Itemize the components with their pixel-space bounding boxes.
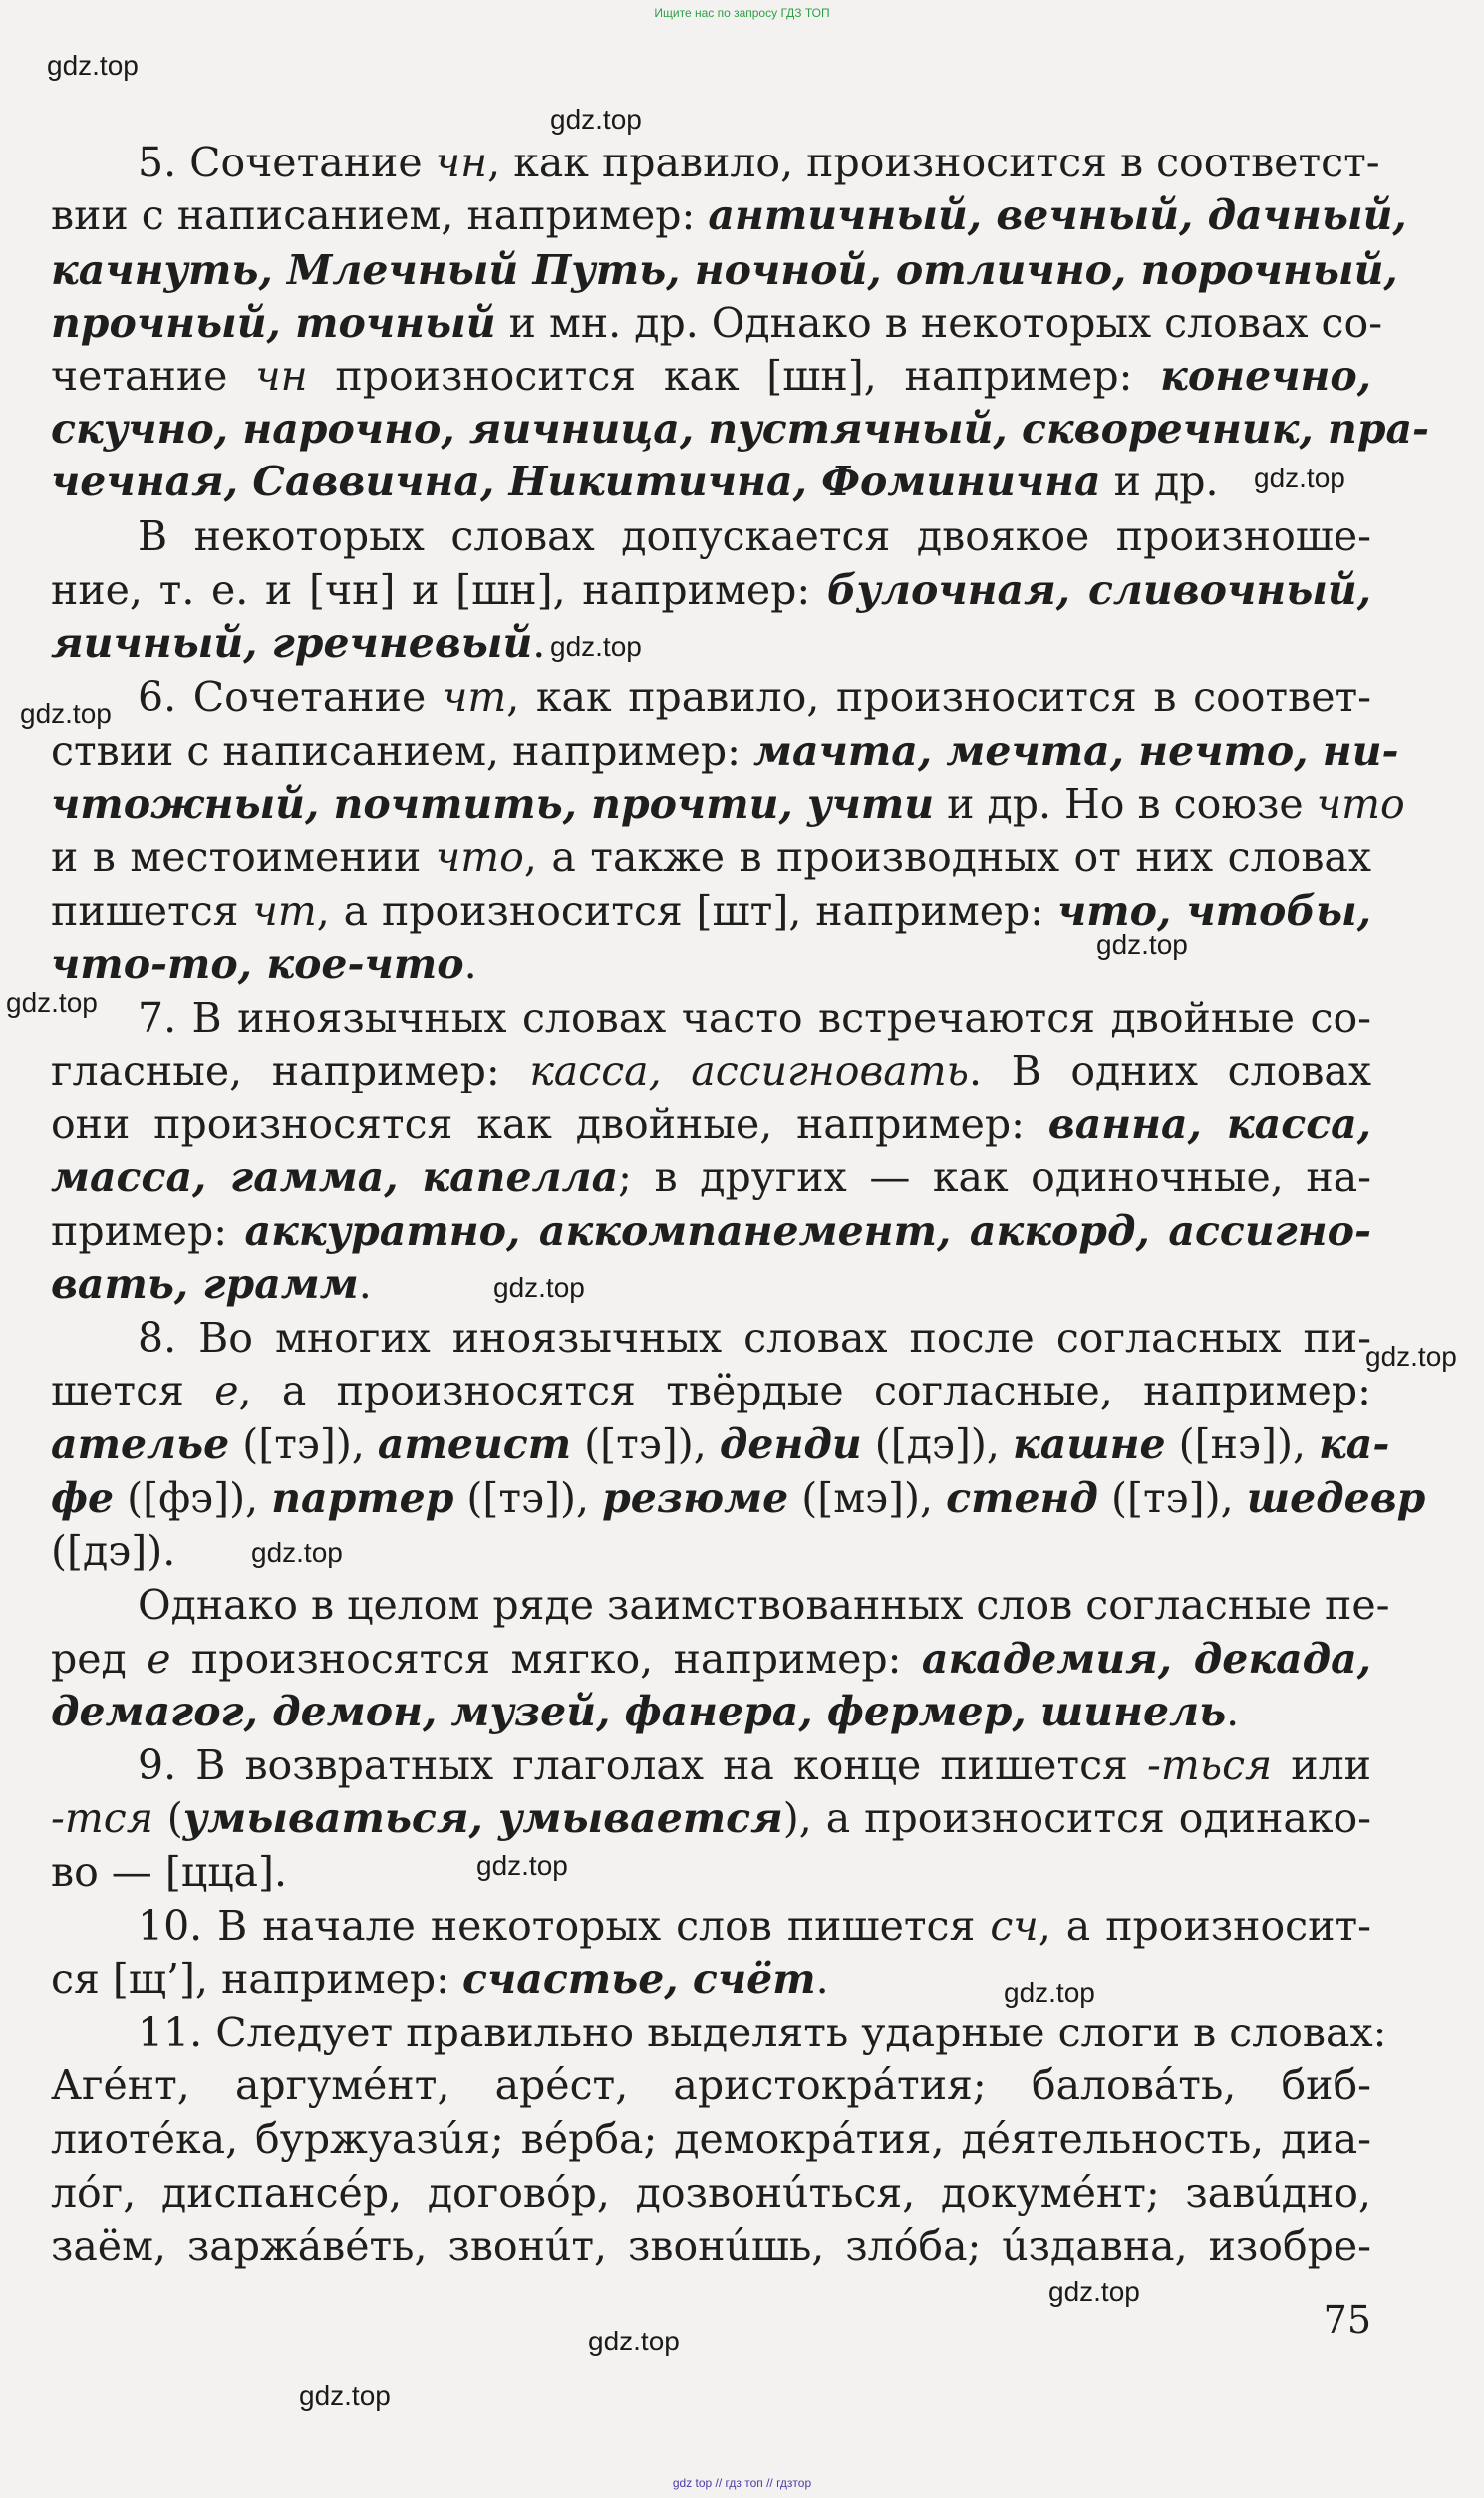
example-words: прочный, точный (51, 299, 496, 347)
text-segment: ), а произносится одинако- (782, 1794, 1371, 1842)
text-segment: лиотéка, буржуазúя; вéрба; демокрáтия, дéятельность, диа- (51, 2115, 1371, 2163)
text-segment: шется (51, 1367, 215, 1414)
text-segment: ([тэ]), (229, 1420, 378, 1468)
text-line (51, 1471, 1426, 1525)
text-segment: и др. (1100, 458, 1219, 505)
text-line (51, 1632, 1371, 1686)
watermark: gdz.top (1004, 1977, 1095, 2008)
text-segment: ([тэ]), (571, 1420, 720, 1468)
watermark: gdz.top (299, 2380, 391, 2411)
text-line (138, 1311, 1371, 1365)
italic-term: сч (990, 1902, 1039, 1950)
example-words: что-то, кое-что (51, 940, 464, 988)
example-words: скучно, нарочно, яичница, пустячный, скворечник, пра- (51, 405, 1430, 453)
watermark: gdz.top (251, 1537, 343, 1568)
example-words: партер (271, 1474, 454, 1522)
text-segment: . (532, 619, 546, 667)
example-words: булочная, сливочный, (826, 566, 1371, 614)
text-line (51, 1524, 1371, 1578)
text-line (51, 1364, 1371, 1417)
text-line (138, 509, 1371, 563)
text-segment: ся [щ’], например: (51, 1955, 462, 2003)
text-segment: ред (51, 1635, 148, 1683)
text-line (51, 1257, 1371, 1311)
text-segment: ([дэ]), (861, 1420, 1013, 1468)
text-segment: 11. Следует правильно выделять ударные слоги в словах: (138, 2009, 1387, 2056)
example-words: денди (719, 1420, 862, 1468)
text-segment: , как правило, произносится в соответ- (506, 673, 1372, 721)
text-line (51, 2058, 1371, 2112)
example-words: резюме (602, 1474, 789, 1522)
text-segment: 9. В возвратных глаголах на конце пишется (138, 1741, 1148, 1789)
text-segment: Агéнт, аргумéнт, арéст, аристокрáтия; баловáть, биб- (51, 2061, 1371, 2109)
text-segment: гласные, например: (51, 1047, 530, 1094)
watermark: gdz.top (6, 987, 98, 1018)
example-words: шедевр (1246, 1474, 1426, 1522)
example-words: вать, грамм (51, 1260, 359, 1308)
text-line (51, 1417, 1390, 1471)
text-line (51, 1685, 1371, 1738)
italic-term: е (214, 1367, 239, 1414)
bottom-banner: gdz top // гдз топ // гдзтор (672, 2476, 812, 2490)
text-segment: 8. Во многих иноязычных словах после согласных пи- (138, 1314, 1371, 1362)
text-line (51, 563, 1371, 617)
text-line (51, 2219, 1371, 2273)
text-segment: , как правило, произносится в соответст- (487, 139, 1380, 186)
italic-term: -тся (51, 1794, 153, 1842)
text-segment: четание (51, 352, 256, 400)
text-segment: произносятся мягко, например: (170, 1635, 922, 1683)
example-words: что, чтобы, (1056, 887, 1371, 935)
text-line (51, 2112, 1371, 2166)
text-line (51, 402, 1430, 456)
text-segment: . (358, 1260, 372, 1308)
text-line (51, 1845, 1371, 1899)
example-words: умываться, умывается (182, 1794, 783, 1842)
text-line (51, 1952, 1371, 2006)
italic-term: е (147, 1635, 171, 1683)
text-segment: и в местоимении (51, 833, 436, 881)
example-words: кашне (1012, 1420, 1166, 1468)
text-segment: ([мэ]), (788, 1474, 947, 1522)
text-line (51, 243, 1398, 297)
text-segment: , а произносится [шт], например: (316, 887, 1057, 935)
text-segment: заём, заржáвéть, звонúт, звонúшь, злóба; úздавна, изобре- (51, 2222, 1371, 2270)
watermark: gdz.top (20, 698, 112, 729)
text-segment: лóг, диспансéр, договóр, дозвонúться, докумéнт; завúдно, (51, 2169, 1371, 2217)
text-segment: . (815, 1955, 829, 2003)
text-segment: вии с написанием, например: (51, 191, 709, 239)
text-segment: ние, т. е. и [чн] и [шн], например: (51, 566, 827, 614)
text-segment: . В одних словах (968, 1047, 1372, 1094)
text-line (51, 1150, 1371, 1204)
example-words: стенд (946, 1474, 1098, 1522)
example-words: чтожный, почтить, прочти, учти (51, 781, 935, 828)
text-line (138, 1738, 1371, 1792)
text-line (51, 616, 1371, 670)
text-segment: . (1226, 1688, 1240, 1735)
example-words: масса, гамма, капелла (51, 1153, 619, 1201)
text-line (51, 1791, 1371, 1845)
watermark: gdz.top (47, 50, 139, 81)
text-line (138, 670, 1371, 724)
example-words: атеист (377, 1420, 572, 1468)
text-segment: ( (152, 1794, 183, 1842)
italic-term: -ться (1147, 1741, 1273, 1789)
italic-term: что (435, 833, 524, 881)
italic-term: чн (255, 352, 308, 400)
page-number: 75 (1323, 2298, 1371, 2342)
watermark: gdz.top (493, 1272, 585, 1303)
example-words: ка- (1319, 1420, 1390, 1468)
italic-term: касса, ассигновать (529, 1047, 969, 1094)
text-line (51, 455, 1371, 508)
text-segment: Однако в целом ряде заимствованных слов согласные пе- (138, 1581, 1390, 1629)
text-line (138, 1578, 1390, 1632)
example-words: счастье, счёт (461, 1955, 816, 2003)
example-words: качнуть, Млечный Путь, ночной, отлично, порочный, (51, 246, 1398, 294)
text-segment: , а также в производных от них словах (523, 833, 1371, 881)
example-words: фе (51, 1474, 115, 1522)
text-line (51, 188, 1407, 242)
example-words: мачта, мечта, нечто, ни- (753, 727, 1399, 775)
text-segment: , а произносятся твёрдые согласные, например: (238, 1367, 1371, 1414)
watermark: gdz.top (1365, 1341, 1457, 1372)
example-words: аккуратно, аккомпанемент, аккорд, ассигно- (244, 1207, 1371, 1255)
text-segment: и мн. др. Однако в некоторых словах со- (495, 299, 1383, 347)
watermark: gdz.top (550, 631, 642, 662)
text-segment: ([нэ]), (1165, 1420, 1320, 1468)
text-segment: пишется (51, 887, 253, 935)
text-segment: ([дэ]). (51, 1527, 176, 1575)
example-words: чечная, Саввична, Никитична, Фоминична (51, 458, 1101, 505)
example-words: яичный, гречневый (51, 619, 533, 667)
text-line (51, 296, 1383, 350)
text-line (138, 2006, 1387, 2059)
text-line (138, 1899, 1371, 1953)
italic-term: чн (435, 139, 488, 186)
text-line (51, 349, 1371, 403)
example-words: ателье (51, 1420, 230, 1468)
text-segment: ([тэ]), (1097, 1474, 1247, 1522)
text-segment: 10. В начале некоторых слов пишется (138, 1902, 991, 1950)
watermark: gdz.top (550, 104, 642, 135)
text-segment: ствии с написанием, например: (51, 727, 754, 775)
text-line (51, 1204, 1371, 1258)
text-segment: . (463, 940, 477, 988)
text-line (51, 778, 1405, 831)
text-line (51, 2166, 1371, 2220)
top-banner: Ищите нас по запросу ГДЗ ТОП (654, 6, 830, 20)
watermark: gdz.top (1096, 929, 1188, 960)
italic-term: чт (252, 887, 317, 935)
text-segment: , а произносит- (1038, 1902, 1371, 1950)
text-line (138, 991, 1371, 1045)
text-segment: ([тэ]), (453, 1474, 603, 1522)
text-line (51, 1044, 1371, 1097)
text-segment: пример: (51, 1207, 245, 1255)
example-words: античный, вечный, дачный, (708, 191, 1407, 239)
text-segment: 6. Сочетание (138, 673, 443, 721)
watermark: gdz.top (588, 2326, 680, 2356)
text-line (138, 136, 1380, 189)
text-line (51, 830, 1371, 884)
watermark: gdz.top (1254, 463, 1345, 493)
italic-term: что (1316, 781, 1405, 828)
text-segment: и др. Но в союзе (934, 781, 1317, 828)
watermark: gdz.top (476, 1850, 568, 1881)
example-words: академия, декада, (921, 1635, 1371, 1683)
text-segment: 5. Сочетание (138, 139, 436, 186)
text-segment: 7. В иноязычных словах часто встречаются двойные со- (138, 994, 1371, 1042)
example-words: ванна, касса, (1047, 1100, 1372, 1148)
watermark: gdz.top (1048, 2276, 1140, 2307)
text-segment: они произносятся как двойные, например: (51, 1100, 1048, 1148)
example-words: конечно, (1160, 352, 1372, 400)
text-line (51, 724, 1399, 778)
text-segment: произносится как [шн], например: (307, 352, 1161, 400)
text-line (51, 1097, 1371, 1151)
text-segment: ; в других — как одиночные, на- (618, 1153, 1371, 1201)
italic-term: чт (442, 673, 507, 721)
text-segment: или (1272, 1741, 1371, 1789)
text-segment: В некоторых словах допускается двоякое произноше- (138, 512, 1371, 560)
text-segment: во — [цца]. (51, 1848, 288, 1896)
example-words: демагог, демон, музей, фанера, фермер, шинель (51, 1688, 1227, 1735)
text-segment: ([фэ]), (114, 1474, 272, 1522)
